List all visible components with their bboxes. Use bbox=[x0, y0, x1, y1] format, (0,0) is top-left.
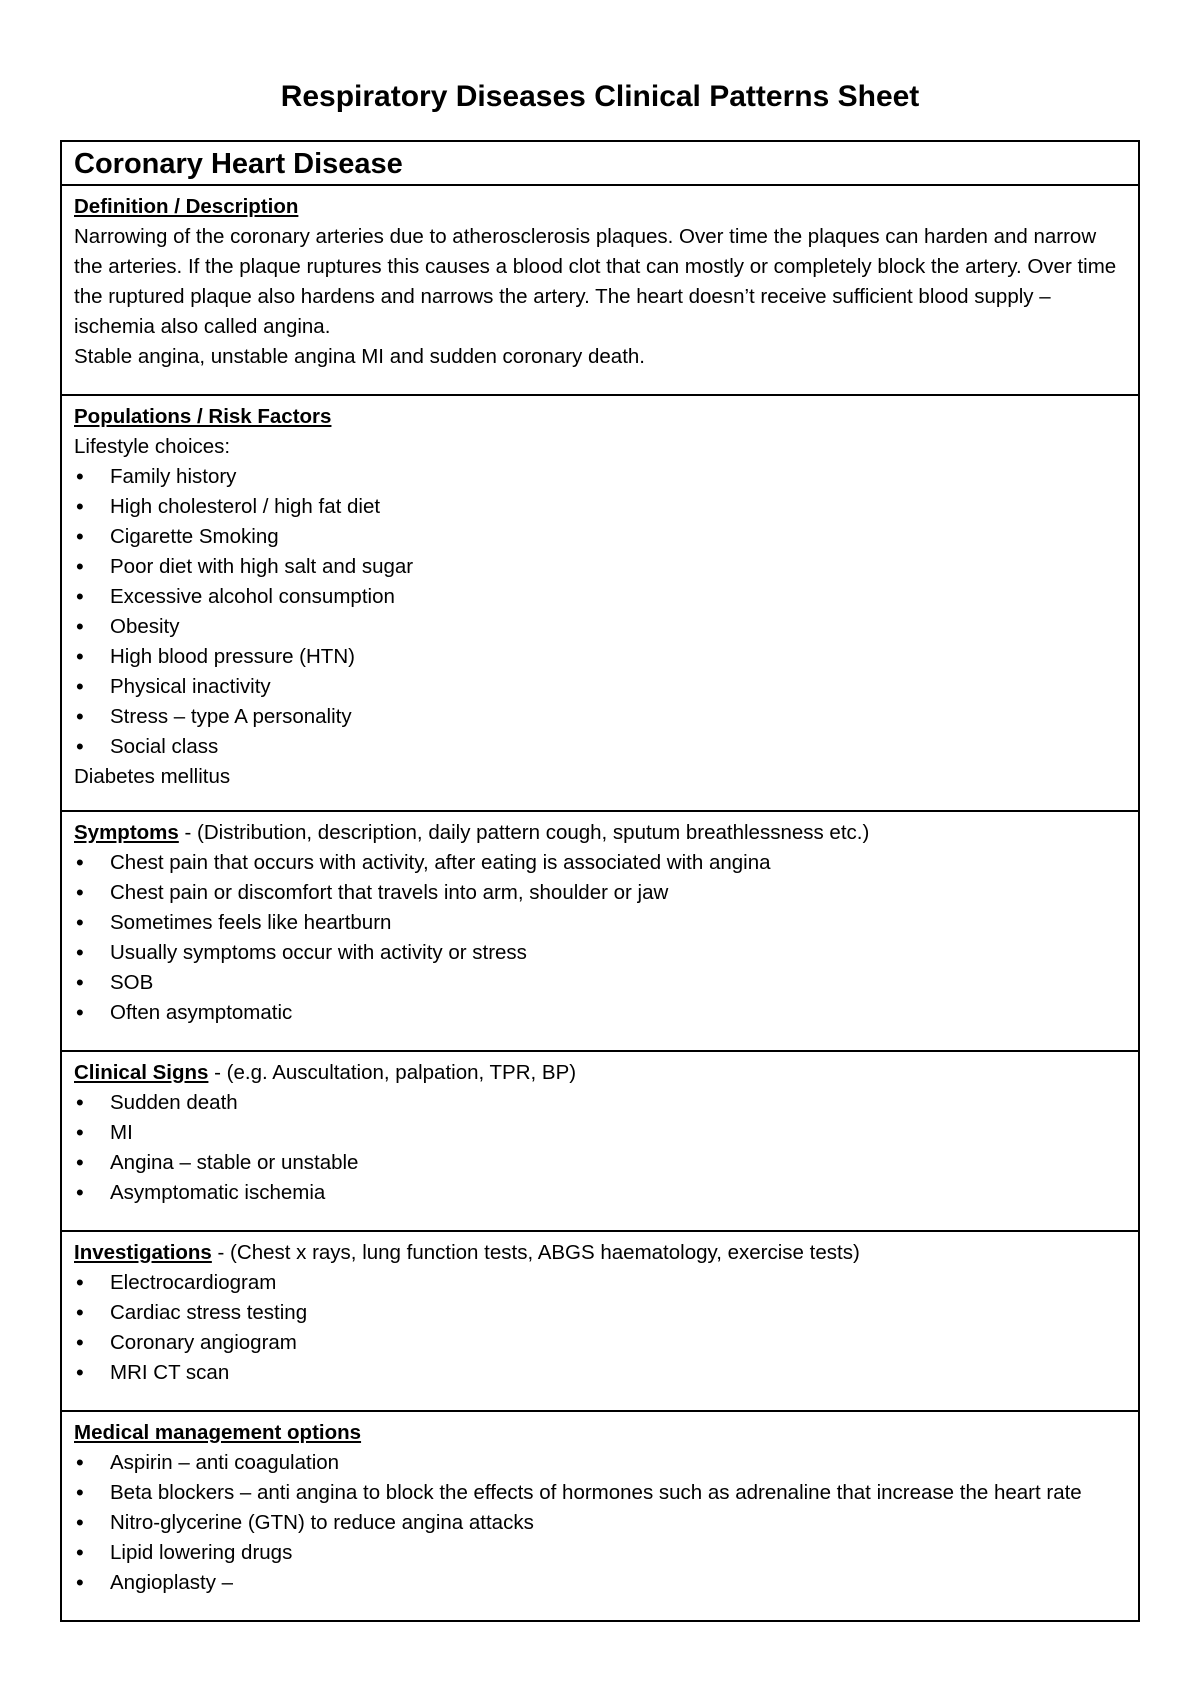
page-title: Respiratory Diseases Clinical Patterns Sheet bbox=[280, 80, 920, 113]
list-item: • High blood pressure (HTN) bbox=[74, 642, 1126, 672]
investigations-heading: Investigations bbox=[74, 1241, 212, 1264]
medical-management-heading: Medical management options bbox=[74, 1421, 362, 1444]
clinical-signs-section bbox=[62, 1052, 1138, 1232]
list-item: • Obesity bbox=[74, 612, 1126, 642]
disease-title-row bbox=[62, 142, 1138, 186]
symptoms-section bbox=[62, 812, 1138, 1052]
list-item: • Electrocardiogram bbox=[74, 1268, 1126, 1298]
list-item: • MI bbox=[74, 1118, 1126, 1148]
list-item: • Sudden death bbox=[74, 1088, 1126, 1118]
list-item: • Lipid lowering drugs bbox=[74, 1538, 1126, 1568]
list-item: • Angina – stable or unstable bbox=[74, 1148, 1126, 1178]
list-item: • Angioplasty – bbox=[74, 1568, 1126, 1598]
investigations-section bbox=[62, 1232, 1138, 1412]
list-item: • Usually symptoms occur with activity or stress bbox=[74, 938, 1126, 968]
list-item: • Sometimes feels like heartburn bbox=[74, 908, 1126, 938]
list-item: • Excessive alcohol consumption bbox=[74, 582, 1126, 612]
list-item: • Often asymptomatic bbox=[74, 998, 1126, 1028]
definition-section bbox=[62, 186, 1138, 396]
list-item: • Nitro-glycerine (GTN) to reduce angina attacks bbox=[74, 1508, 1126, 1538]
risk-factors-section bbox=[62, 396, 1138, 812]
list-item: • Cigarette Smoking bbox=[74, 522, 1126, 552]
list-item: • Social class bbox=[74, 732, 1126, 762]
definition-heading: Definition / Description bbox=[74, 195, 299, 218]
investigations-list bbox=[74, 1268, 1126, 1388]
symptoms-list bbox=[74, 848, 1126, 1028]
list-item: • Family history bbox=[74, 462, 1126, 492]
risk-factors-list bbox=[74, 462, 1126, 762]
clinical-signs-list bbox=[74, 1088, 1126, 1208]
list-item: • Aspirin – anti coagulation bbox=[74, 1448, 1126, 1478]
investigations-note: - (Chest x rays, lung function tests, ABGS haematology, exercise tests) bbox=[211, 1241, 860, 1264]
clinical-signs-heading: Clinical Signs bbox=[74, 1061, 209, 1084]
list-item: • Stress – type A personality bbox=[74, 702, 1126, 732]
medical-management-section bbox=[62, 1412, 1138, 1620]
clinical-pattern-table bbox=[60, 140, 1140, 1622]
list-item: • Chest pain or discomfort that travels into arm, shoulder or jaw bbox=[74, 878, 1126, 908]
list-item: • Beta blockers – anti angina to block the effects of hormones such as adrenaline that increase the heart rate bbox=[74, 1478, 1126, 1508]
symptoms-note: - (Distribution, description, daily pattern cough, sputum breathlessness etc.) bbox=[178, 821, 870, 844]
list-item: • High cholesterol / high fat diet bbox=[74, 492, 1126, 522]
risk-factors-heading: Populations / Risk Factors bbox=[74, 405, 332, 428]
list-item: • Coronary angiogram bbox=[74, 1328, 1126, 1358]
list-item: • SOB bbox=[74, 968, 1126, 998]
list-item: • Chest pain that occurs with activity, after eating is associated with angina bbox=[74, 848, 1126, 878]
definition-paragraph: Stable angina, unstable angina MI and sudden coronary death. bbox=[74, 345, 645, 368]
disease-name: Coronary Heart Disease bbox=[74, 148, 403, 180]
definition-paragraph: Narrowing of the coronary arteries due to atherosclerosis plaques. Over time the plaques can harden and narrow the arteries. If the plaque ruptures this causes a blood clot that can mostly or completely block the artery. Over time the ruptured plaque also hardens and narrows the artery. The heart doesn’t receive sufficient blood supply – ischemia also called angina. bbox=[74, 225, 1117, 338]
clinical-signs-note: - (e.g. Auscultation, palpation, TPR, BP) bbox=[208, 1061, 577, 1084]
list-item: • Physical inactivity bbox=[74, 672, 1126, 702]
medical-management-list bbox=[74, 1448, 1126, 1598]
list-item: • Poor diet with high salt and sugar bbox=[74, 552, 1126, 582]
list-item: • Asymptomatic ischemia bbox=[74, 1178, 1126, 1208]
list-item: • MRI CT scan bbox=[74, 1358, 1126, 1388]
risk-factors-outro: Diabetes mellitus bbox=[74, 765, 231, 788]
risk-factors-intro: Lifestyle choices: bbox=[74, 435, 231, 458]
list-item: • Cardiac stress testing bbox=[74, 1298, 1126, 1328]
symptoms-heading: Symptoms bbox=[74, 821, 179, 844]
